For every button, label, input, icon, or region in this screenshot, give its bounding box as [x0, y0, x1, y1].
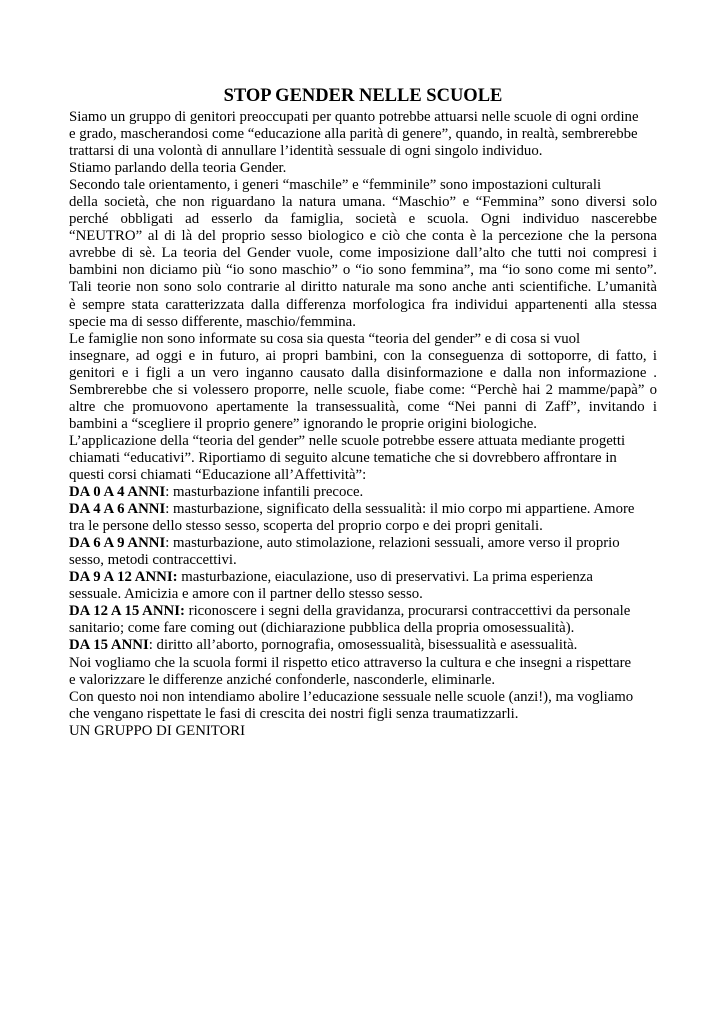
body-line: chiamati “educativi”. Riportiamo di seguito alcune tematiche che si dovrebbero affrontare in [69, 449, 617, 466]
body-line: trattarsi di una volontà di annullare l’identità sessuale di ogni singolo individuo. [69, 143, 543, 160]
age-section-line [69, 620, 657, 637]
age-section-text: masturbazione, eiaculazione, uso di preservativi. La prima esperienza [177, 569, 593, 586]
document-title: STOP GENDER NELLE SCUOLE [223, 86, 503, 106]
body-line: bambini non diciamo più “io sono maschio” o “io sono femmina”, ma “io sono come mi sento”. [69, 262, 657, 279]
body-line: L’applicazione della “teoria del gender” nelle scuole potrebbe essere attuata mediante progetti [69, 432, 626, 449]
body-line: della società, che non riguardano la natura umana. “Maschio” e “Femmina” sono diversi solo [69, 194, 657, 211]
body-line: altre che promuovono apertamente la transessualità, come “Nei panni di Zaff”, invitando i [69, 398, 657, 415]
age-section-text: riconoscere i segni della gravidanza, procurarsi contraccettivi da personale [184, 603, 631, 620]
age-section-text: sesso, metodi contraccettivi. [69, 552, 237, 569]
age-section-text: tra le persone dello stesso sesso, scoperta del proprio corpo e dei propri genitali. [69, 518, 543, 535]
age-section-text: : diritto all’aborto, pornografia, omosessualità, bisessualità e asessualità. [148, 637, 578, 654]
age-section-heading: DA 9 A 12 ANNI: [69, 569, 178, 586]
age-section-heading: DA 4 A 6 ANNI [69, 501, 166, 518]
body-line: avrebbe di sè. La teoria del Gender vuole, come imposizione dall’alto che tutti noi compresi i [69, 245, 657, 262]
body-line: questi corsi chiamati “Educazione all’Affettività”: [69, 466, 367, 483]
body-line: Secondo tale orientamento, i generi “maschile” e “femminile” sono impostazioni culturali [69, 177, 602, 194]
signature: UN GRUPPO DI GENITORI [69, 722, 246, 739]
age-section-line [69, 637, 657, 654]
age-section-heading: DA 0 A 4 ANNI [69, 484, 166, 501]
age-section-text: : masturbazione, significato della sessualità: il mio corpo mi appartiene. Amore [165, 501, 635, 518]
body-line: Sembrerebbe che si volessero proporre, nelle scuole, fiabe come: “Perchè hai 2 mamme/papà” o [69, 381, 657, 398]
age-section-line [69, 569, 657, 586]
closing-line: Con questo noi non intendiamo abolire l’educazione sessuale nelle scuole (anzi!), ma vogliamo [69, 688, 634, 705]
age-section-line [69, 552, 657, 569]
age-section-line [69, 603, 657, 620]
age-section-text: sanitario; come fare coming out (dichiarazione pubblica della propria omosessualità). [69, 620, 575, 637]
body-line: perché obbligati ad esserlo da famiglia, società e scuola. Ogni individuo nascerebbe [69, 211, 657, 228]
body-line: e grado, mascherandosi come “educazione alla parità di genere”, quando, in realtà, sembrerebbe [69, 126, 638, 143]
body-line: è sempre stata caratterizzata dalla differenza morfologica fra individui appartenenti alla stessa [69, 296, 657, 313]
age-section-heading: DA 12 A 15 ANNI: [69, 603, 185, 620]
closing-line: e valorizzare le differenze anziché confonderle, nasconderle, eliminarle. [69, 671, 496, 688]
body-line: Stiamo parlando della teoria Gender. [69, 160, 287, 177]
body-line: Tali teorie non sono solo contrarie al diritto naturale ma sono anche anti scientifiche. L’umanità [69, 279, 657, 296]
age-section-heading: DA 6 A 9 ANNI [69, 535, 166, 552]
age-section-heading: DA 15 ANNI [69, 637, 149, 654]
age-section-text: : masturbazione infantili precoce. [165, 484, 364, 501]
body-line: genitori e i figli a un vero inganno causato dalla disinformazione e dalla non informazione . [69, 364, 657, 381]
closing-line: che vengano rispettate le fasi di crescita dei nostri figli senza traumatizzarli. [69, 705, 519, 722]
closing-paragraph [69, 655, 657, 723]
age-section-line [69, 586, 657, 603]
intro-body [69, 109, 657, 484]
body-line: bambini a “scegliere il proprio genere” ignorando le proprie origini biologiche. [69, 415, 537, 432]
body-line: “NEUTRO” al di là del proprio sesso biologico e ciò che conta è la percezione che la persona [69, 228, 657, 245]
closing-line: Noi vogliamo che la scuola formi il rispetto etico attraverso la cultura e che insegni a rispettare [69, 654, 632, 671]
age-section-line [69, 535, 657, 552]
body-line: Le famiglie non sono informate su cosa sia questa “teoria del gender” e di cosa si vuol [69, 330, 581, 347]
age-section-text: : masturbazione, auto stimolazione, relazioni sessuali, amore verso il proprio [165, 535, 620, 552]
body-line: specie ma di sesso differente, maschio/femmina. [69, 313, 356, 330]
age-topics-list [69, 484, 657, 654]
age-section-line [69, 501, 657, 518]
document-page [69, 85, 657, 740]
body-line: insegnare, ad oggi e in futuro, ai propri bambini, con la conseguenza di sottoporre, di fatto, i [69, 347, 657, 364]
age-section-line [69, 484, 657, 501]
age-section-text: sessuale. Amicizia e amore con il partner dello stesso sesso. [69, 586, 423, 603]
body-line: Siamo un gruppo di genitori preoccupati per quanto potrebbe attuarsi nelle scuole di ogni ordine [69, 109, 639, 125]
age-section-line [69, 518, 657, 535]
